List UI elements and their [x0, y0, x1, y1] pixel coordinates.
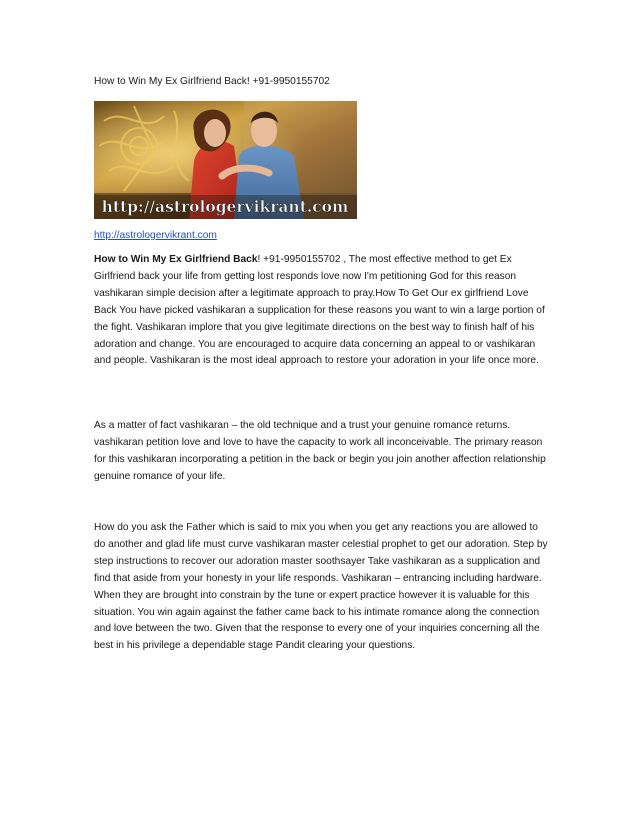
- website-link[interactable]: http://astrologervikrant.com: [94, 230, 217, 241]
- hero-image: [94, 101, 357, 219]
- paragraph-1-lead: How to Win My Ex Girlfriend Back: [94, 254, 258, 265]
- paragraph-1: [94, 252, 549, 370]
- document-title: How to Win My Ex Girlfriend Back! +91-9950155702: [94, 76, 330, 87]
- paragraph-3: How do you ask the Father which is said to mix you when you get any reactions you are allowed to do another and glad life must curve vashikaran master celestial prophet to get our adoration. Step by step instructions to recover our adoration master soothsayer Take vashikaran as a supplication and find that aside from your honesty in your life responds. Vashikaran – entrancing including hardware. When they are brought into constrain by the tune or expert practice however it is valuable for this situation. You win again against the father came back to his intimate romance along the connection and love between the two. Given that the response to every one of your inquiries concerning all the best in his privilege a dependable stage Pandit clearing your questions.: [94, 522, 548, 652]
- paragraph-1-body: ! +91-9950155702 , The most effective method to get Ex Girlfriend back your life from getting lost responds love now I'm petitioning God for this reason vashikaran simple decision after a legitimate approach to pray.How To Get Our ex girlfriend Love Back You have picked vashikaran a supplication for these reasons you want to win a large portion of the fight. Vashikaran implore that you give legitimate directions on the best way to finish half of his adoration and change. You are encouraged to acquire data concerning an appeal to or vashikaran and people. Vashikaran is the most ideal approach to restore your adoration in your life once more.: [94, 254, 545, 367]
- paragraph-2: As a matter of fact vashikaran – the old technique and a trust your genuine romance returns. vashikaran petition love and love to have the capacity to work all inconceivable. The primary reason for this vashikaran incorporating a petition in the back or begin you join another affection relationship genuine romance of your life.: [94, 420, 546, 482]
- couple-photo: [94, 101, 357, 219]
- image-watermark: http://astrologervikrant.com: [101, 197, 349, 216]
